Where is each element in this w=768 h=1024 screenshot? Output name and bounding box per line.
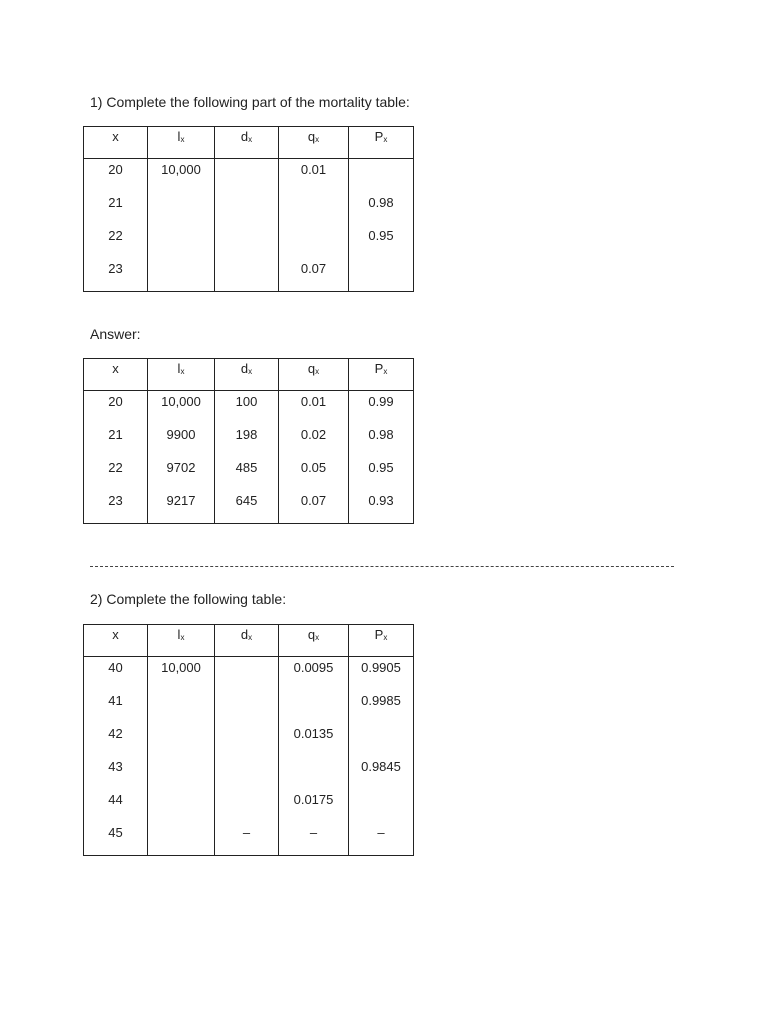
cell-qx: 0.07 [279, 258, 349, 292]
table-row [84, 457, 414, 490]
cell-dx [215, 690, 279, 723]
table-header-row [84, 127, 414, 159]
cell-lx [148, 225, 215, 258]
header-symbol: x [112, 627, 119, 642]
cell-dx [215, 192, 279, 225]
cell-dx: 100 [215, 391, 279, 424]
cell-qx: 0.05 [279, 457, 349, 490]
cell-qx [279, 756, 349, 789]
column-header-px [349, 127, 414, 159]
header-subscript: x [383, 633, 388, 642]
cell-qx [279, 192, 349, 225]
cell-x: 21 [84, 192, 148, 225]
table-row [84, 192, 414, 225]
header-symbol: x [112, 129, 119, 144]
column-header-lx [148, 625, 215, 657]
cell-dx [215, 789, 279, 822]
cell-lx: 10,000 [148, 159, 215, 192]
table-row [84, 258, 414, 292]
cell-px: 0.95 [349, 225, 414, 258]
table-header-row [84, 359, 414, 391]
table-header-row [84, 625, 414, 657]
cell-lx [148, 756, 215, 789]
column-header-qx [279, 625, 349, 657]
table-row [84, 391, 414, 424]
mortality-table-question-2 [83, 624, 414, 856]
header-subscript: x [315, 367, 320, 376]
column-header-dx [215, 127, 279, 159]
header-subscript: x [180, 633, 185, 642]
cell-px: 0.98 [349, 424, 414, 457]
header-subscript: x [383, 367, 388, 376]
cell-dx [215, 723, 279, 756]
header-symbol: x [112, 361, 119, 376]
cell-x: 23 [84, 490, 148, 524]
cell-dx [215, 657, 279, 690]
cell-lx: 10,000 [148, 391, 215, 424]
question-1-title: 1) Complete the following part of the mortality table: [90, 94, 410, 110]
cell-dx: 485 [215, 457, 279, 490]
cell-lx [148, 723, 215, 756]
header-symbol: d [240, 627, 249, 642]
cell-x: 45 [84, 822, 148, 856]
cell-qx: 0.07 [279, 490, 349, 524]
cell-lx: 9702 [148, 457, 215, 490]
header-subscript: x [248, 633, 253, 642]
header-subscript: x [248, 135, 253, 144]
table-row [84, 225, 414, 258]
cell-qx: 0.0135 [279, 723, 349, 756]
header-subscript: x [180, 135, 185, 144]
mortality-table-answer [83, 358, 414, 524]
header-symbol: q [307, 627, 316, 642]
cell-x: 20 [84, 159, 148, 192]
cell-x: 22 [84, 457, 148, 490]
answer-label: Answer: [90, 326, 141, 342]
cell-px: 0.9985 [349, 690, 414, 723]
cell-dx: 198 [215, 424, 279, 457]
table-row [84, 490, 414, 524]
cell-qx [279, 690, 349, 723]
header-symbol: P [374, 361, 384, 376]
column-header-dx [215, 625, 279, 657]
header-subscript: x [248, 367, 253, 376]
column-header-dx [215, 359, 279, 391]
cell-dx [215, 756, 279, 789]
header-symbol: d [240, 129, 249, 144]
header-symbol: P [374, 129, 384, 144]
cell-x: 21 [84, 424, 148, 457]
section-divider [90, 566, 674, 567]
cell-x: 44 [84, 789, 148, 822]
header-symbol: l [177, 361, 181, 376]
cell-x: 43 [84, 756, 148, 789]
cell-lx: 10,000 [148, 657, 215, 690]
table-row [84, 657, 414, 690]
cell-qx: – [279, 822, 349, 856]
cell-px [349, 789, 414, 822]
column-header-lx [148, 127, 215, 159]
cell-px: – [349, 822, 414, 856]
cell-x: 41 [84, 690, 148, 723]
column-header-x [84, 625, 148, 657]
table-row [84, 690, 414, 723]
table-row [84, 789, 414, 822]
column-header-px [349, 359, 414, 391]
cell-px: 0.9845 [349, 756, 414, 789]
cell-qx: 0.01 [279, 391, 349, 424]
header-subscript: x [315, 633, 320, 642]
cell-px: 0.98 [349, 192, 414, 225]
cell-px: 0.99 [349, 391, 414, 424]
cell-px [349, 258, 414, 292]
header-symbol: l [177, 129, 181, 144]
header-symbol: q [307, 129, 316, 144]
column-header-qx [279, 359, 349, 391]
cell-qx: 0.02 [279, 424, 349, 457]
mortality-table-question-1 [83, 126, 414, 292]
cell-x: 23 [84, 258, 148, 292]
cell-qx: 0.0175 [279, 789, 349, 822]
cell-px: 0.93 [349, 490, 414, 524]
column-header-px [349, 625, 414, 657]
table-row [84, 822, 414, 856]
question-2-title: 2) Complete the following table: [90, 591, 287, 607]
cell-x: 40 [84, 657, 148, 690]
table-row [84, 159, 414, 192]
cell-lx [148, 258, 215, 292]
cell-lx [148, 822, 215, 856]
cell-dx: – [215, 822, 279, 856]
column-header-qx [279, 127, 349, 159]
header-symbol: P [374, 627, 384, 642]
cell-lx: 9900 [148, 424, 215, 457]
header-subscript: x [383, 135, 388, 144]
column-header-x [84, 359, 148, 391]
header-subscript: x [180, 367, 185, 376]
table-row [84, 756, 414, 789]
cell-lx [148, 690, 215, 723]
cell-px: 0.95 [349, 457, 414, 490]
cell-px [349, 723, 414, 756]
cell-lx: 9217 [148, 490, 215, 524]
header-subscript: x [315, 135, 320, 144]
cell-lx [148, 192, 215, 225]
cell-lx [148, 789, 215, 822]
cell-qx: 0.0095 [279, 657, 349, 690]
column-header-x [84, 127, 148, 159]
cell-dx: 645 [215, 490, 279, 524]
cell-dx [215, 225, 279, 258]
cell-qx: 0.01 [279, 159, 349, 192]
header-symbol: l [177, 627, 181, 642]
table-row [84, 723, 414, 756]
cell-px [349, 159, 414, 192]
cell-dx [215, 258, 279, 292]
header-symbol: d [240, 361, 249, 376]
cell-x: 42 [84, 723, 148, 756]
cell-dx [215, 159, 279, 192]
cell-px: 0.9905 [349, 657, 414, 690]
header-symbol: q [307, 361, 316, 376]
table-row [84, 424, 414, 457]
cell-x: 20 [84, 391, 148, 424]
cell-qx [279, 225, 349, 258]
cell-x: 22 [84, 225, 148, 258]
column-header-lx [148, 359, 215, 391]
